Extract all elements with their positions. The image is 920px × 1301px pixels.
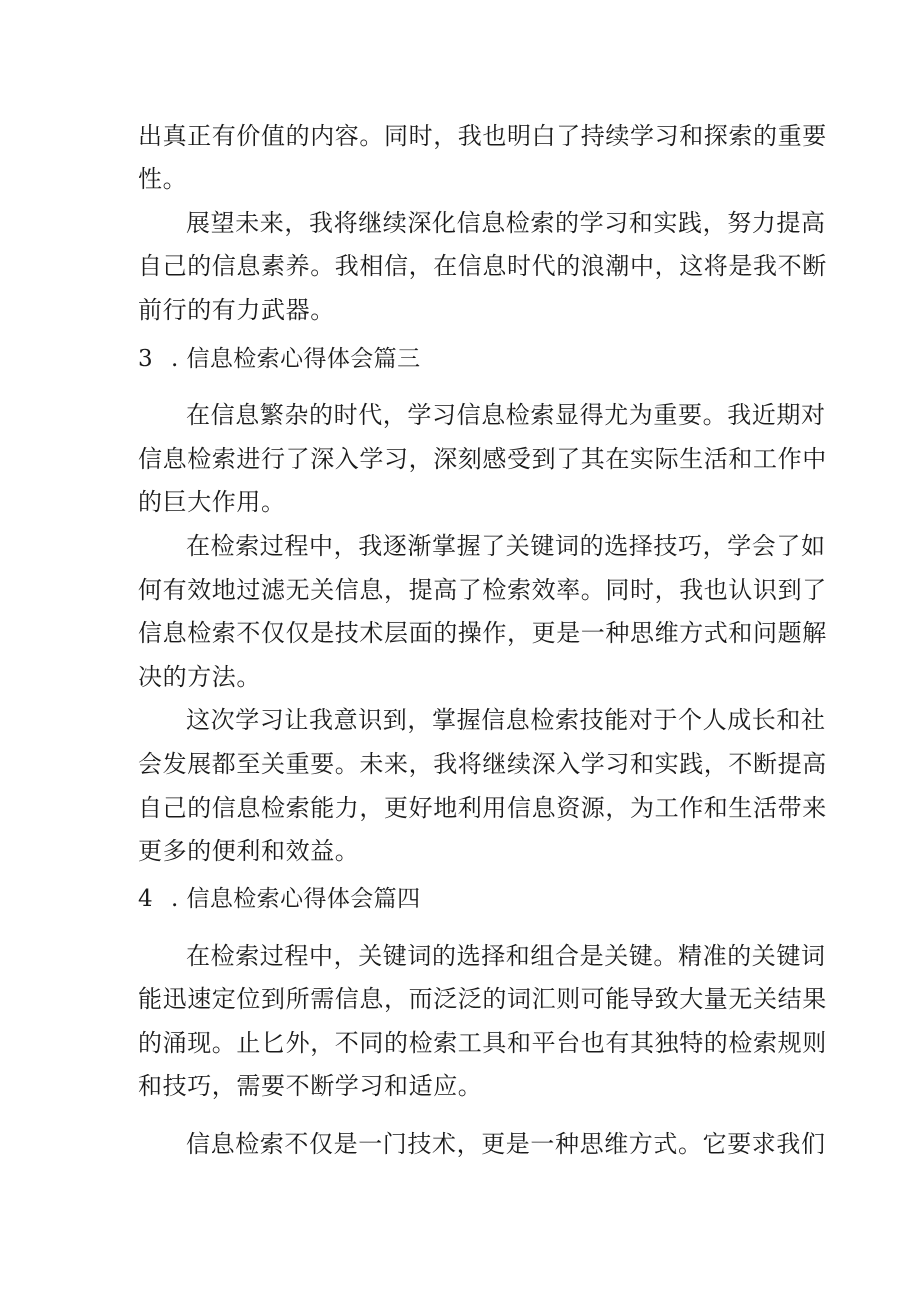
paragraph-line: 信息检索不仅是一门技术，更是一种思维方式。它要求我们 [186, 1130, 826, 1158]
paragraph-line: 自己的信息素养。我相信，在信息时代的浪潮中，这将是我不断 [138, 252, 827, 280]
paragraph-line: 这次学习让我意识到，掌握信息检索技能对于个人成长和社 [186, 706, 826, 734]
section-heading [138, 884, 420, 914]
paragraph-line: 会发展都至关重要。未来，我将继续深入学习和实践，不断提高 [138, 750, 827, 778]
paragraph-line: 决的方法。 [138, 663, 261, 691]
paragraph-line: 信息检索不仅仅是技术层面的操作，更是一种思维方式和问题解 [138, 619, 827, 647]
paragraph-line: 的巨大作用。 [138, 488, 286, 516]
paragraph-line: 前行的有力武器。 [138, 296, 335, 324]
paragraph-line: 何有效地过滤无关信息，提高了检索效率。同时，我也认识到了 [138, 576, 827, 604]
paragraph-line: 更多的便利和效益。 [138, 837, 360, 865]
paragraph-line: 的涌现。止匕外，不同的检索工具和平台也有其独特的检索规则 [138, 1029, 827, 1057]
section-title: . 信息检索心得体会篇四 [171, 886, 421, 912]
paragraph-line: 自己的信息检索能力，更好地利用信息资源，为工作和生活带来 [138, 794, 827, 822]
paragraph-line: 性。 [138, 165, 188, 193]
paragraph-line: 在检索过程中，我逐渐掌握了关键词的选择技巧，学会了如 [186, 532, 826, 560]
paragraph-line: 出真正有价值的内容。同时，我也明白了持续学习和探索的重要 [138, 122, 827, 150]
paragraph-line: 在信息繁杂的时代，学习信息检索显得尤为重要。我近期对 [186, 401, 826, 429]
paragraph-line: 和技巧，需要不断学习和适应。 [138, 1072, 483, 1100]
paragraph-line: 在检索过程中，关键词的选择和组合是关键。精准的关键词 [186, 942, 826, 970]
paragraph-line: 信息检索进行了深入学习，深刻感受到了其在实际生活和工作中 [138, 445, 827, 473]
paragraph-line: 能迅速定位到所需信息，而泛泛的词汇则可能导致大量无关结果 [138, 985, 827, 1013]
paragraph-line: 展望未来，我将继续深化信息检索的学习和实践，努力提高 [186, 209, 826, 237]
section-heading [138, 344, 420, 374]
section-number: 4 [138, 886, 154, 912]
section-title: . 信息检索心得体会篇三 [171, 346, 421, 372]
section-number: 3 [138, 346, 154, 372]
